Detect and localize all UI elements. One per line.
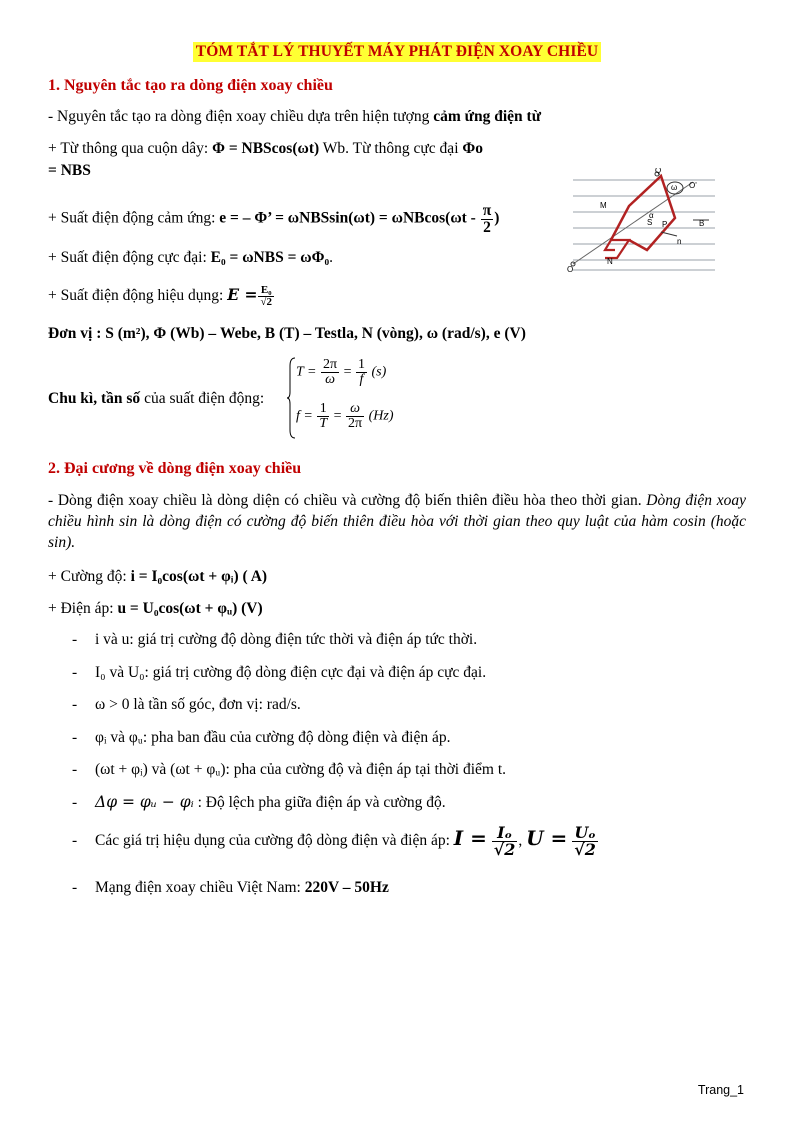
coil-lead: [605, 240, 629, 258]
section1-heading: 1. Nguyên tắc tạo ra dòng điện xoay chiều: [48, 77, 333, 94]
units-line: Đơn vị : S (m²), Φ (Wb) – Webe, B (T) – Testla, N (vòng), ω (rad/s), e (V): [48, 325, 526, 342]
rms-u-den: √2: [574, 840, 596, 859]
phase-diff-text: : Độ lệch pha giữa điện áp và cường độ.: [193, 794, 446, 811]
bullet-dash: -: [72, 794, 78, 811]
label-b: B: [699, 219, 705, 228]
list-item: [72, 761, 506, 779]
emf-rms-line: [48, 285, 275, 308]
title-wrap: [0, 42, 794, 62]
list-item: [72, 664, 486, 682]
rms-i-lhs: I =: [453, 826, 487, 851]
frequency-frac2: [346, 402, 364, 431]
label-q: Q: [655, 168, 662, 175]
frequency-frac1: [317, 402, 329, 431]
bullet-dash: -: [72, 729, 78, 746]
bullet-dash: -: [72, 664, 78, 681]
emf-rms-den: √2: [260, 296, 272, 308]
period-den1: ω: [325, 372, 335, 387]
emf-formula: e = – Φ’ = ωNBSsin(ωt) = ωNBcos(ωt -: [219, 209, 480, 227]
brace-icon: [286, 356, 296, 440]
ac-definition: [48, 490, 746, 553]
label-m: M: [600, 201, 607, 210]
label-n-vector: n: [677, 237, 682, 246]
page-number: Trang_1: [697, 1083, 744, 1097]
section2-heading: 2. Đại cương về dòng điện xoay chiều: [48, 460, 302, 477]
label-p: P: [662, 220, 668, 229]
phase-diff-formula: Δφ = φᵤ − φᵢ: [95, 793, 194, 811]
flux-max-symbol: Φo: [462, 140, 483, 157]
frequency-den2: 2π: [348, 416, 363, 431]
period-eq: =: [343, 364, 352, 380]
principle-line: [48, 108, 541, 126]
list-item: [72, 729, 450, 747]
coil-frame: [611, 176, 678, 250]
grid-text: Mạng điện xoay chiều Việt Nam:: [95, 879, 305, 896]
label-n: N: [607, 257, 613, 266]
principle-bold: cảm ứng điện từ: [433, 108, 541, 125]
label-s: S: [647, 218, 653, 227]
flux-formula: Φ = NBScos(ωt): [212, 140, 320, 157]
list-item: [72, 631, 477, 649]
frequency-num2: ω: [346, 402, 364, 417]
frequency-eq: =: [333, 408, 342, 424]
emf-fraction: [481, 203, 494, 235]
current-formula: i = I₀cos(ωt + φᵢ) ( A): [130, 568, 268, 585]
emf-frac-den: 2: [483, 218, 491, 236]
bullet-text: ω > 0 là tần số góc, đơn vị: rad/s.: [95, 696, 301, 713]
emf-max-end: .: [329, 249, 333, 266]
rms-u-fraction: [572, 825, 598, 858]
voltage-formula: u = U₀cos(ωt + φᵤ) (V): [117, 600, 263, 617]
normal-vector-icon: [661, 232, 677, 236]
flux-prefix: + Từ thông qua cuộn dây:: [48, 140, 213, 157]
period-num1: 2π: [322, 357, 338, 372]
rms-i-den: √2: [493, 840, 516, 859]
period-frac2: [356, 358, 367, 387]
flux-max-eq: = NBS: [48, 162, 91, 179]
frequency-num1: 1: [317, 402, 329, 417]
bullet-dash: -: [72, 761, 78, 778]
period-frac1: [321, 358, 339, 387]
period-frequency-system: [286, 356, 426, 440]
emf-rms-num: E₀: [258, 285, 274, 297]
flux-line: [48, 140, 483, 158]
emf-max-formula: E₀ = ωNBS = ωΦ₀: [210, 249, 330, 266]
period-den2: f: [359, 372, 364, 387]
rms-u-lhs: U =: [526, 826, 568, 851]
rms-i-num: Iₒ: [492, 825, 518, 842]
flux-mid: Wb. Từ thông cực đại: [319, 140, 463, 157]
principle-text: - Nguyên tắc tạo ra dòng điện xoay chiều dựa trên hiện tượng: [48, 108, 434, 125]
label-omega: ω: [671, 183, 678, 192]
bullet-text: i và u: giá trị cường độ dòng điện tức thời và điện áp tức thời.: [95, 631, 478, 648]
voltage-prefix: + Điện áp:: [48, 600, 118, 617]
emf-rms-prefix: + Suất điện động hiệu dụng:: [48, 287, 228, 305]
period-lhs: T =: [296, 364, 317, 380]
frequency-lhs: f =: [296, 408, 313, 424]
bullet-text: I₀ và U₀: giá trị cường độ dòng điện cực đại và điện áp cực đại.: [95, 664, 487, 681]
rms-text: Các giá trị hiệu dụng của cường độ dòng điện và điện áp:: [95, 832, 454, 850]
bullet-dash: -: [72, 879, 78, 896]
generator-coil-figure: [565, 168, 720, 273]
grid-value: 220V – 50Hz: [304, 879, 389, 896]
period-num2: 1: [357, 357, 365, 372]
frequency-den1: T: [319, 416, 328, 431]
list-item: [72, 825, 599, 858]
bullet-dash: -: [72, 832, 78, 850]
current-prefix: + Cường độ:: [48, 568, 131, 585]
period-unit: (s): [371, 364, 387, 380]
emf-rms-fraction: [258, 285, 274, 308]
emf-close: ): [494, 209, 500, 227]
rms-u-num: Uₒ: [572, 825, 598, 842]
bullet-text: φᵢ và φᵤ: pha ban đầu của cường độ dòng điện và điện áp.: [95, 729, 451, 746]
period-label-rest: của suất điện động:: [140, 390, 265, 407]
list-item: [72, 696, 301, 714]
frequency-unit: (Hz): [368, 408, 394, 424]
current-line: [48, 568, 267, 586]
list-item: [72, 793, 446, 812]
emf-max-line: [48, 249, 333, 267]
emf-max-prefix: + Suất điện động cực đại:: [48, 249, 211, 266]
rms-i-fraction: [492, 825, 518, 858]
rms-separator: ,: [518, 832, 523, 850]
definition-italic: Dòng điện xoay chiều hình sin là dòng điện có cường độ biến thiên điều hòa với thời gian theo quy luật của hàm cosin (hoặc sin).: [48, 492, 746, 551]
voltage-line: [48, 600, 263, 618]
period-formula: [296, 358, 386, 387]
emf-frac-num: π: [482, 202, 492, 219]
list-item: [72, 879, 389, 897]
bullet-dash: -: [72, 696, 78, 713]
label-o: O: [567, 265, 574, 273]
period-label: [48, 390, 264, 408]
label-o-prime: O': [689, 181, 697, 190]
bullet-text: (ωt + φᵢ) và (ωt + φᵤ): pha của cường độ và điện áp tại thời điểm t.: [95, 761, 506, 778]
bullet-dash: -: [72, 631, 78, 648]
emf-line: [48, 203, 499, 235]
emf-prefix: + Suất điện động cảm ứng:: [48, 209, 220, 227]
period-label-bold: Chu kì, tần số: [48, 390, 141, 407]
definition-normal: - Dòng điện xoay chiều là dòng diện có chiều và cường độ biến thiên điều hòa theo thời gian.: [48, 492, 647, 509]
page-title: TÓM TẮT LÝ THUYẾT MÁY PHÁT ĐIỆN XOAY CHIỀU: [193, 42, 601, 62]
emf-rms-lhs: E =: [227, 285, 258, 305]
frequency-formula: [296, 402, 394, 431]
label-alpha: α: [649, 211, 654, 220]
